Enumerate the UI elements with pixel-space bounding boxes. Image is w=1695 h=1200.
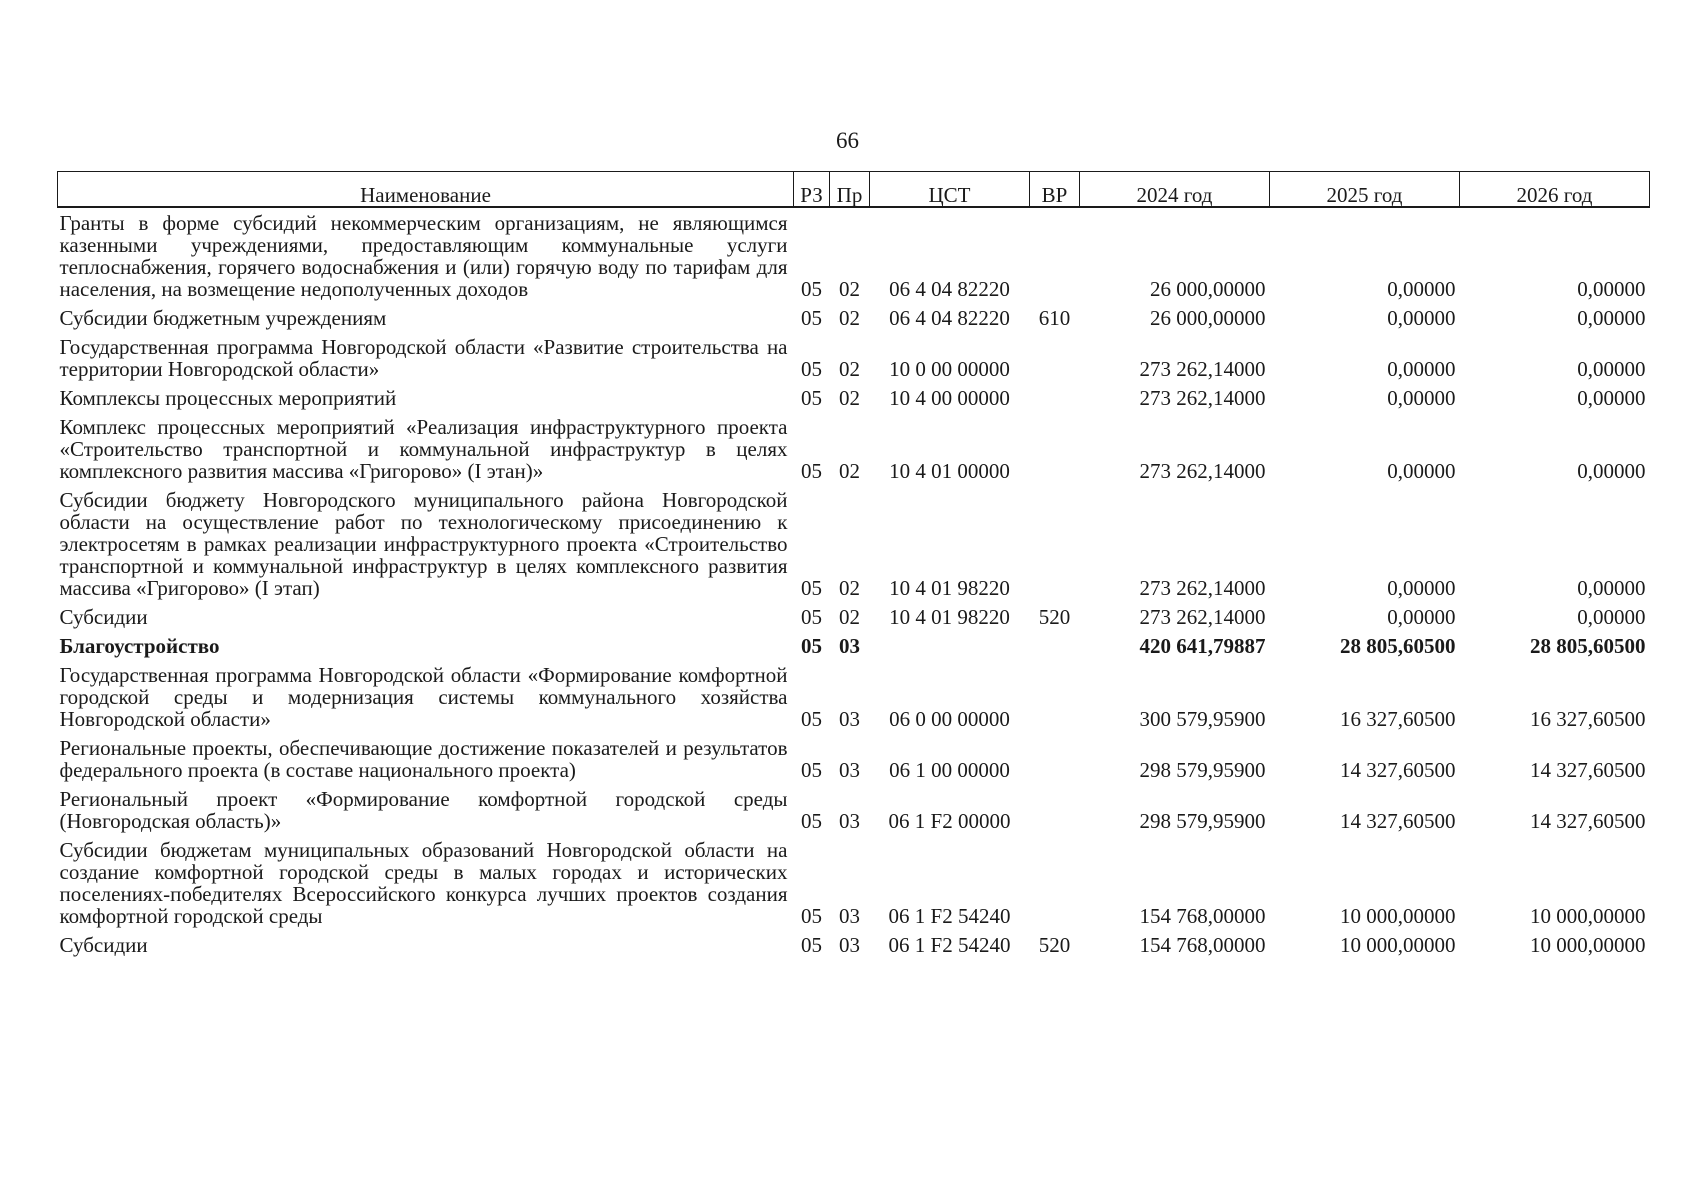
- row-name: Субсидии: [59, 933, 148, 957]
- row-name: Региональные проекты, обеспечивающие достижение показателей и результатов федерального проекта (в составе национального проекта): [59, 736, 788, 782]
- table-header-row: [58, 172, 1650, 208]
- row-amount-2024: 154 768,00000: [1139, 933, 1266, 957]
- row-amount-2026: 0,00000: [1577, 357, 1646, 381]
- row-cst: 06 1 00 00000: [889, 758, 1010, 782]
- row-pr: 03: [839, 634, 860, 658]
- row-rz: 05: [801, 386, 822, 410]
- table-row: [58, 602, 1650, 631]
- row-vr: [1030, 660, 1080, 733]
- row-vr: [1030, 412, 1080, 485]
- row-cst: 10 4 01 98220: [889, 605, 1010, 629]
- row-rz: 05: [801, 933, 822, 957]
- page-number: 66: [836, 128, 859, 153]
- row-vr: [1030, 733, 1080, 784]
- table-row: [58, 383, 1650, 412]
- row-rz: 05: [801, 277, 822, 301]
- row-amount-2025: 10 000,00000: [1340, 904, 1456, 928]
- row-name: Государственная программа Новгородской области «Развитие строительства на территории Новгородской области»: [59, 335, 788, 381]
- row-pr: 02: [839, 357, 860, 381]
- row-amount-2025: 0,00000: [1387, 576, 1456, 600]
- row-amount-2026: 10 000,00000: [1530, 933, 1646, 957]
- row-cst: 06 4 04 82220: [889, 277, 1010, 301]
- row-pr: 03: [839, 707, 860, 731]
- row-rz: 05: [801, 707, 822, 731]
- row-name: Комплексы процессных мероприятий: [59, 386, 397, 410]
- table-row: [58, 733, 1650, 784]
- row-vr: [1030, 784, 1080, 835]
- row-rz: 05: [801, 904, 822, 928]
- row-cst: 10 4 01 00000: [889, 459, 1010, 483]
- row-vr: [1030, 835, 1080, 930]
- budget-table: [57, 171, 1650, 959]
- row-amount-2024: 420 641,79887: [1139, 634, 1266, 658]
- row-amount-2025: 28 805,60500: [1340, 634, 1456, 658]
- row-amount-2026: 0,00000: [1577, 605, 1646, 629]
- row-cst: 06 1 F2 54240: [888, 904, 1011, 928]
- row-amount-2025: 0,00000: [1387, 386, 1456, 410]
- row-cst: [870, 631, 1030, 660]
- header-cst: ЦСТ: [870, 172, 1030, 208]
- row-amount-2024: 273 262,14000: [1139, 576, 1266, 600]
- row-pr: 03: [839, 758, 860, 782]
- header-rz: РЗ: [794, 172, 830, 208]
- header-vr: ВР: [1030, 172, 1080, 208]
- row-amount-2025: 0,00000: [1387, 357, 1456, 381]
- row-amount-2025: 10 000,00000: [1340, 933, 1456, 957]
- row-amount-2026: 16 327,60500: [1530, 707, 1646, 731]
- table-row: [58, 835, 1650, 930]
- row-rz: 05: [801, 357, 822, 381]
- row-rz: 05: [801, 459, 822, 483]
- table-row: [58, 332, 1650, 383]
- row-amount-2024: 273 262,14000: [1139, 386, 1266, 410]
- row-cst: 10 4 01 98220: [889, 576, 1010, 600]
- row-cst: 06 4 04 82220: [889, 306, 1010, 330]
- row-amount-2026: 0,00000: [1577, 459, 1646, 483]
- header-2025: 2025 год: [1270, 172, 1460, 208]
- header-pr: Пр: [830, 172, 870, 208]
- row-name: Комплекс процессных мероприятий «Реализация инфраструктурного проекта «Строительство транспортной и коммунальной инфраструктур в целях комплексного развития массива «Григорово» (I этан)»: [59, 415, 788, 483]
- row-pr: 02: [839, 605, 860, 629]
- row-name: Региональный проект «Формирование комфортной городской среды (Новгородская область)»: [59, 787, 788, 833]
- row-amount-2025: 0,00000: [1387, 459, 1456, 483]
- row-vr: 610: [1038, 306, 1071, 330]
- table-row: [58, 207, 1650, 303]
- row-vr: [1030, 207, 1080, 303]
- table-row: [58, 631, 1650, 660]
- row-cst: 06 1 F2 54240: [888, 933, 1011, 957]
- table-row: [58, 485, 1650, 602]
- row-amount-2024: 273 262,14000: [1139, 357, 1266, 381]
- row-rz: 05: [801, 306, 822, 330]
- table-row: [58, 930, 1650, 959]
- row-pr: 03: [839, 904, 860, 928]
- row-amount-2024: 300 579,95900: [1139, 707, 1266, 731]
- row-amount-2026: 0,00000: [1577, 576, 1646, 600]
- row-pr: 02: [839, 459, 860, 483]
- table-row: [58, 303, 1650, 332]
- row-vr: [1030, 383, 1080, 412]
- row-pr: 02: [839, 306, 860, 330]
- row-cst: 10 0 00 00000: [889, 357, 1010, 381]
- row-amount-2026: 28 805,60500: [1530, 634, 1646, 658]
- row-pr: 03: [839, 933, 860, 957]
- row-rz: 05: [801, 809, 822, 833]
- row-amount-2025: 0,00000: [1387, 306, 1456, 330]
- row-vr: [1030, 485, 1080, 602]
- table-row: [58, 660, 1650, 733]
- row-vr: [1030, 332, 1080, 383]
- row-vr: 520: [1038, 605, 1071, 629]
- table-row: [58, 412, 1650, 485]
- row-amount-2024: 273 262,14000: [1139, 459, 1266, 483]
- row-vr: 520: [1038, 933, 1071, 957]
- table-body: [58, 207, 1650, 959]
- row-name: Государственная программа Новгородской области «Формирование комфортной городской среды и модернизация системы коммунального хозяйства Новгородской области»: [59, 663, 788, 731]
- row-name: Субсидии бюджетам муниципальных образований Новгородской области на создание комфортной городской среды в малых городах и исторических поселениях-победителях Всероссийского конкурса лучших проектов создания комфортной городской среды: [59, 838, 788, 928]
- row-rz: 05: [801, 605, 822, 629]
- table-row: [58, 784, 1650, 835]
- row-amount-2026: 14 327,60500: [1530, 758, 1646, 782]
- row-rz: 05: [801, 576, 822, 600]
- row-cst: 06 1 F2 00000: [888, 809, 1011, 833]
- row-name: Субсидии бюджету Новгородского муниципального района Новгородской области на осуществление работ по технологическому присоединению к электросетям в рамках реализации инфраструктурного проекта «Строительство транспортной и коммунальной инфраструктур в целях комплексного развития массива «Григорово» (I этап): [59, 488, 788, 600]
- row-pr: 02: [839, 277, 860, 301]
- row-amount-2026: 0,00000: [1577, 306, 1646, 330]
- header-name: Наименование: [58, 172, 794, 208]
- row-amount-2025: 16 327,60500: [1340, 707, 1456, 731]
- row-name: Гранты в форме субсидий некоммерческим организациям, не являющимся казенными учреждениями, предоставляющим коммунальные услуги теплоснабжения, горячего водоснабжения и (или) горячую воду по тарифам для населения, на возмещение недополученных доходов: [59, 211, 788, 301]
- row-amount-2024: 154 768,00000: [1139, 904, 1266, 928]
- row-amount-2026: 0,00000: [1577, 277, 1646, 301]
- row-amount-2024: 26 000,00000: [1150, 277, 1266, 301]
- row-cst: 10 4 00 00000: [889, 386, 1010, 410]
- row-amount-2026: 14 327,60500: [1530, 809, 1646, 833]
- row-amount-2024: 26 000,00000: [1150, 306, 1266, 330]
- row-vr: [1030, 631, 1080, 660]
- row-pr: 02: [839, 576, 860, 600]
- row-name: Благоустройство: [59, 634, 220, 658]
- row-amount-2024: 273 262,14000: [1139, 605, 1266, 629]
- row-name: Субсидии: [59, 605, 148, 629]
- row-amount-2024: 298 579,95900: [1139, 758, 1266, 782]
- row-rz: 05: [801, 634, 822, 658]
- row-cst: 06 0 00 00000: [889, 707, 1010, 731]
- row-amount-2025: 0,00000: [1387, 605, 1456, 629]
- row-name: Субсидии бюджетным учреждениям: [59, 306, 387, 330]
- row-amount-2025: 14 327,60500: [1340, 758, 1456, 782]
- row-pr: 03: [839, 809, 860, 833]
- row-amount-2024: 298 579,95900: [1139, 809, 1266, 833]
- row-amount-2026: 10 000,00000: [1530, 904, 1646, 928]
- header-2024: 2024 год: [1080, 172, 1270, 208]
- row-amount-2026: 0,00000: [1577, 386, 1646, 410]
- header-2026: 2026 год: [1460, 172, 1650, 208]
- row-amount-2025: 14 327,60500: [1340, 809, 1456, 833]
- row-amount-2025: 0,00000: [1387, 277, 1456, 301]
- row-pr: 02: [839, 386, 860, 410]
- row-rz: 05: [801, 758, 822, 782]
